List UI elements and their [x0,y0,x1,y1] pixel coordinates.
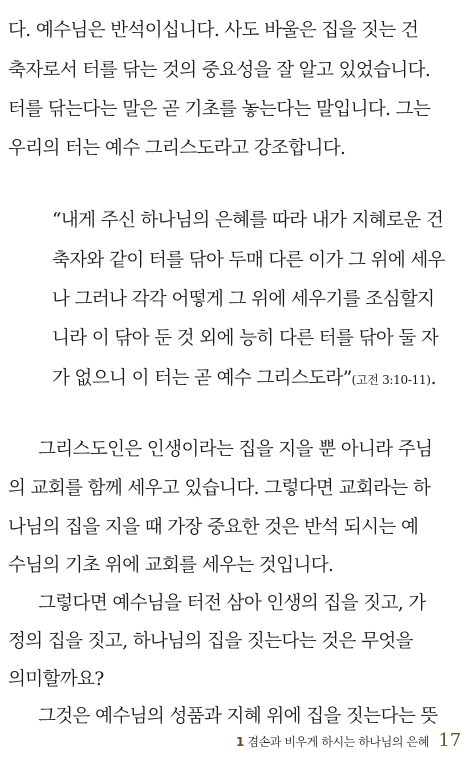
body-line: 의미할까요? [8,669,104,690]
quote-text: 가 없으니 이 터는 곧 예수 그리스도라” [52,368,352,389]
body-line: 다. 예수님은 반석이십니다. 사도 바울은 집을 짓는 건 [8,20,419,41]
quote-line: 나 그러나 각각 어떻게 그 위에 세우기를 조심할지 [52,289,435,310]
body-line: 나님의 집을 지을 때 가장 중요한 것은 반석 되시는 예 [8,517,419,538]
body-line: 의 교회를 함께 세우고 있습니다. 그렇다면 교회라는 하 [8,478,431,499]
chapter-title: 겸손과 비우게 하시는 하나님의 은혜 [247,735,429,749]
quote-last-line [52,370,436,389]
quote-period: . [430,368,436,389]
body-line: 그것은 예수님의 성품과 지혜 위에 집을 짓는다는 뜻 [38,706,438,727]
scripture-citation: (고전 3:10-11) [351,373,431,387]
body-line: 우리의 터는 예수 그리스도라고 강조합니다. [8,138,346,159]
page-number: 17 [438,730,462,751]
quote-line: 축자와 같이 터를 닦아 두매 다른 이가 그 위에 세우 [52,250,445,271]
body-line: 그렇다면 예수님을 터전 삼아 인생의 집을 짓고, 가 [38,593,426,614]
body-line: 그리스도인은 인생이라는 집을 지을 뿐 아니라 주님 [38,439,433,460]
quote-line: “내게 주신 하나님의 은혜를 따라 내가 지혜로운 건 [52,210,444,231]
chapter-number: 1 [236,735,244,749]
body-line: 터를 닦는다는 말은 곧 기초를 놓는다는 말입니다. 그는 [8,99,431,120]
body-line: 축자로서 터를 닦는 것의 중요성을 잘 알고 있었습니다. [8,60,431,81]
page-footer [236,730,461,751]
quote-line: 니라 이 닦아 둔 것 외에 능히 다른 터를 닦아 둘 자 [52,328,439,349]
body-line: 수님의 기초 위에 교회를 세우는 것입니다. [8,555,334,576]
body-line: 정의 집을 짓고, 하나님의 집을 짓는다는 것은 무엇을 [8,631,413,652]
